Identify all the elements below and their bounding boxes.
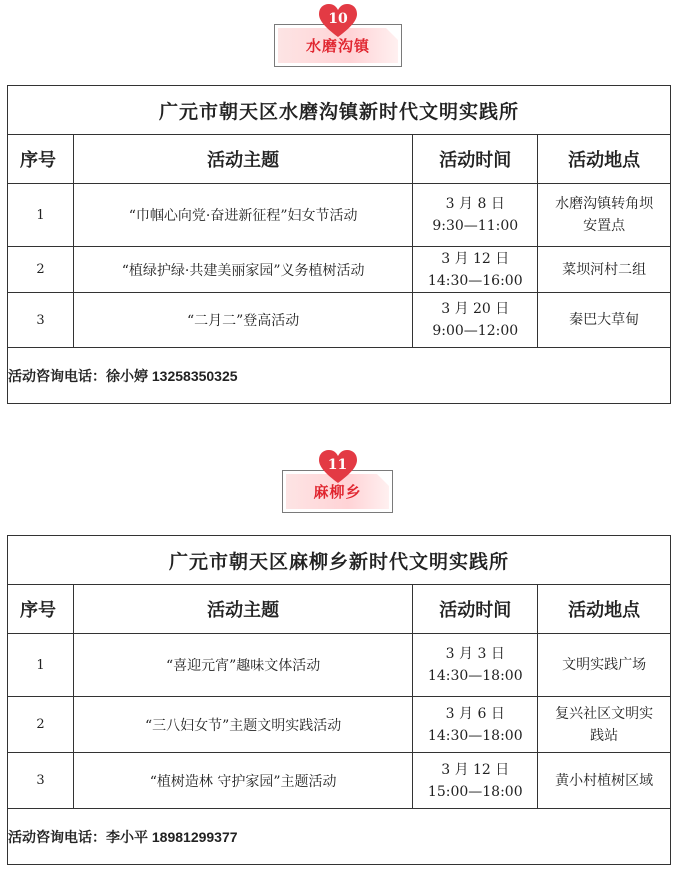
contact-info: 活动咨询电话：李小平 18981299377 xyxy=(8,809,671,865)
row-time xyxy=(413,293,538,348)
header-place: 活动地点 xyxy=(538,585,671,634)
row-time xyxy=(413,247,538,293)
row-date: 3 月 12 日 xyxy=(441,761,510,778)
row-place-line1: 水磨沟镇转角坝 xyxy=(555,196,654,212)
badge-label: 水磨沟镇 xyxy=(278,28,398,63)
row-place xyxy=(538,753,671,809)
header-place: 活动地点 xyxy=(538,135,671,184)
row-hours: 14:30—18:00 xyxy=(427,727,523,744)
row-place-line1: 菜坝河村二组 xyxy=(562,261,647,278)
row-place xyxy=(538,247,671,293)
schedule-table-1 xyxy=(7,85,671,404)
row-time xyxy=(413,697,538,753)
badge-label: 麻柳乡 xyxy=(286,474,389,509)
row-date: 3 月 12 日 xyxy=(441,250,510,267)
header-time: 活动时间 xyxy=(413,585,538,634)
badge-number: 11 xyxy=(327,457,348,473)
row-index: 2 xyxy=(8,697,74,753)
row-theme: “植绿护绿·共建美丽家园”义务植树活动 xyxy=(73,247,412,293)
header-theme: 活动主题 xyxy=(73,135,412,184)
section-badge-10 xyxy=(274,11,402,67)
row-date: 3 月 3 日 xyxy=(445,646,505,662)
row-place-line2: 践站 xyxy=(590,727,619,744)
row-place xyxy=(538,293,671,348)
table-title: 广元市朝天区水磨沟镇新时代文明实践所 xyxy=(8,86,671,135)
row-place-line1: 秦巴大草甸 xyxy=(569,312,640,328)
row-theme: “三八妇女节”主题文明实践活动 xyxy=(73,697,412,753)
badge-number: 10 xyxy=(328,11,348,27)
row-hours: 9:30—11:00 xyxy=(432,218,519,234)
row-theme: “喜迎元宵”趣味文体活动 xyxy=(73,634,412,697)
row-hours: 9:00—12:00 xyxy=(432,323,519,339)
row-place-line1: 复兴社区文明实 xyxy=(555,705,654,722)
row-theme: “巾帼心向党·奋进新征程”妇女节活动 xyxy=(73,184,412,247)
row-time xyxy=(413,184,538,247)
table-row xyxy=(8,753,671,809)
row-place-line1: 文明实践广场 xyxy=(562,657,647,673)
row-theme: “二月二”登高活动 xyxy=(73,293,412,348)
row-theme: “植树造林 守护家园”主题活动 xyxy=(73,753,412,809)
row-date: 3 月 8 日 xyxy=(445,196,505,212)
header-time: 活动时间 xyxy=(413,135,538,184)
row-index: 2 xyxy=(8,247,74,293)
row-time xyxy=(413,753,538,809)
heart-icon xyxy=(318,450,358,484)
contact-info: 活动咨询电话：徐小婷 13258350325 xyxy=(8,348,671,404)
row-index: 3 xyxy=(8,753,74,809)
row-place xyxy=(538,634,671,697)
row-hours: 14:30—18:00 xyxy=(427,668,523,684)
row-place-line2: 安置点 xyxy=(583,218,626,234)
header-theme: 活动主题 xyxy=(73,585,412,634)
row-time xyxy=(413,634,538,697)
heart-icon xyxy=(318,4,358,38)
row-place xyxy=(538,697,671,753)
row-place xyxy=(538,184,671,247)
row-index: 1 xyxy=(8,184,74,247)
row-date: 3 月 6 日 xyxy=(445,705,505,722)
row-place-line1: 黄小村植树区域 xyxy=(555,772,654,789)
table-row xyxy=(8,184,671,247)
row-index: 1 xyxy=(8,634,74,697)
table-row xyxy=(8,634,671,697)
header-index: 序号 xyxy=(8,135,74,184)
row-index: 3 xyxy=(8,293,74,348)
header-index: 序号 xyxy=(8,585,74,634)
table-row xyxy=(8,247,671,293)
table-row xyxy=(8,697,671,753)
table-row xyxy=(8,293,671,348)
row-hours: 15:00—18:00 xyxy=(427,783,523,800)
schedule-table-2 xyxy=(7,535,671,865)
row-date: 3 月 20 日 xyxy=(441,301,510,317)
row-hours: 14:30—16:00 xyxy=(427,272,523,289)
table-title: 广元市朝天区麻柳乡新时代文明实践所 xyxy=(8,536,671,585)
section-badge-11 xyxy=(282,457,393,513)
